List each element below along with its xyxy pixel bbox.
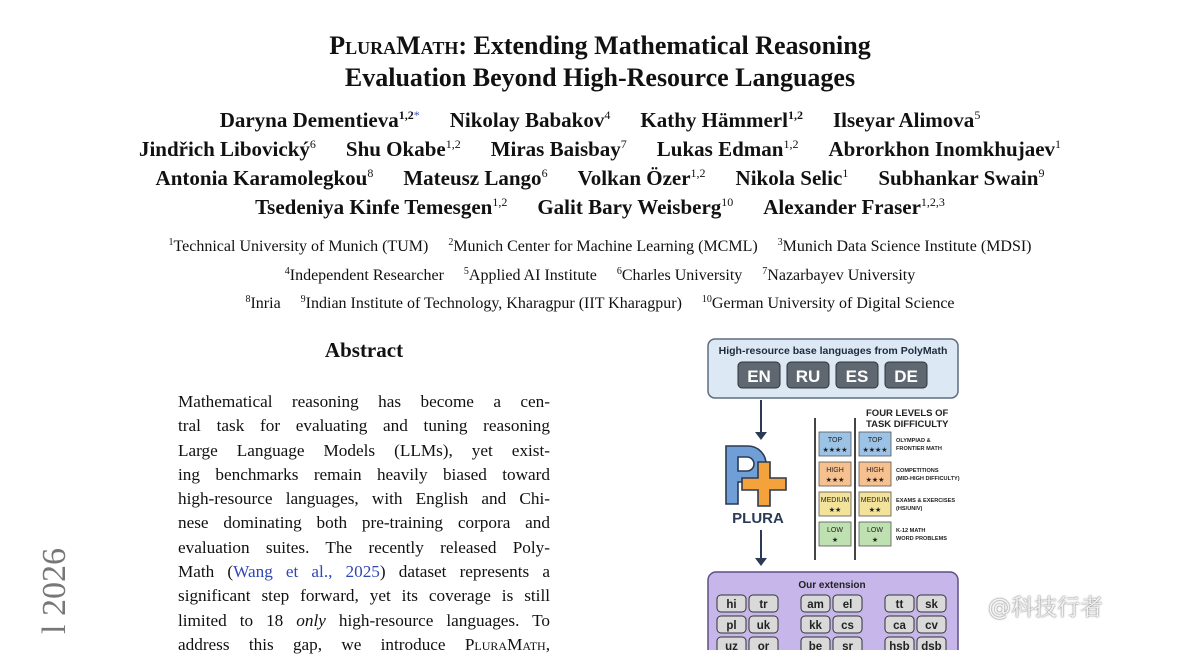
affiliation	[778, 237, 1032, 257]
levels-title-2: TASK DIFFICULTY	[866, 419, 949, 430]
level-badge-stars: ★	[871, 537, 879, 544]
author-name: Lukas Edman	[656, 137, 784, 161]
abstract-line	[178, 609, 550, 633]
affiliation-name: Inria	[250, 295, 281, 312]
author-name: Ilseyar Alimova	[832, 108, 975, 132]
ladder-level-stars: ★★★	[825, 477, 845, 484]
base-language-code: RU	[795, 367, 821, 386]
citation-link[interactable]: Wang et al., 2025	[233, 562, 380, 582]
text: high-resource languages. To	[325, 610, 550, 630]
author	[736, 164, 849, 193]
author	[156, 164, 374, 193]
affiliation-number: 8	[245, 294, 251, 305]
affiliation-name: Technical University of Munich (TUM)	[173, 238, 429, 255]
text: ) dataset represents a	[379, 562, 550, 582]
method-name: PluraMath	[464, 634, 546, 654]
plura-logo-text: PLURA	[732, 510, 784, 527]
affiliation-name: German University of Digital Science	[711, 295, 955, 312]
author-name: Kathy Hämmerl	[640, 108, 788, 132]
paper-title-line-1	[0, 30, 1200, 62]
extension-language-code: cs	[841, 620, 854, 632]
extension-language-code: pl	[726, 620, 737, 632]
extension-language-code: am	[807, 599, 824, 611]
author	[828, 135, 1061, 164]
affiliation	[617, 266, 742, 286]
level-description-2: (HS/UNIV)	[896, 506, 923, 512]
affiliation-name: Applied AI Institute	[468, 267, 597, 284]
affiliation	[448, 237, 757, 257]
abstract-line: evaluation suites. The recently released Poly-	[178, 537, 550, 557]
emphasis: only	[296, 610, 326, 630]
affiliation-number: 3	[777, 237, 783, 248]
text: address this gap, we introduce	[178, 634, 465, 654]
extension-language-code: uz	[725, 641, 738, 650]
author-name: Miras Baisbay	[490, 137, 621, 161]
author-name: Nikola Selic	[735, 166, 843, 190]
ladder-level-stars: ★	[831, 537, 839, 544]
title-rest: : Extending Mathematical Reasoning	[458, 31, 871, 60]
extension-language-code: sr	[842, 641, 853, 650]
author-affiliation-number: 9	[1038, 166, 1045, 180]
arxiv-side-stamp	[35, 548, 80, 648]
author-row-4	[0, 193, 1200, 222]
extension-language-code: hi	[726, 599, 737, 611]
author-affiliation-number: 8	[367, 166, 374, 180]
title-method-name: PluraMath	[329, 31, 459, 60]
author-affiliation-number: 1,2	[787, 108, 803, 122]
corresponding-author-mark[interactable]: *	[413, 108, 420, 122]
flow-arrow-head-1	[755, 432, 767, 440]
extension-language-code: sk	[925, 599, 938, 611]
plura-logo	[726, 446, 786, 527]
base-language-code: EN	[747, 367, 771, 386]
author	[833, 106, 980, 135]
author	[139, 135, 316, 164]
author-name: Abrorkhon Inomkhujaev	[828, 137, 1056, 161]
overview-figure	[700, 334, 970, 650]
abstract-line: ing benchmarks remain heavily biased toward	[178, 464, 550, 484]
level-badge-stars: ★★★	[865, 477, 885, 484]
base-language-code: ES	[845, 367, 869, 386]
level-description-2: FRONTIER MATH	[896, 446, 942, 452]
author	[220, 106, 420, 135]
author-affiliation-number: 10	[721, 195, 734, 209]
author-affiliation-number: 6	[541, 166, 548, 180]
ladder-level-name: HIGH	[826, 467, 844, 474]
level-badge-name: TOP	[867, 437, 883, 444]
affiliation-name: Nazarbayev University	[767, 267, 916, 284]
affiliation-name: Indian Institute of Technology, Kharagpur (IIT Kharagpur)	[305, 295, 682, 312]
abstract-line: nese dominating both pre-training corpora and	[178, 513, 550, 533]
watermark: @科技行者	[988, 595, 1103, 621]
author-name: Tsedeniya Kinfe Temesgen	[255, 195, 493, 219]
affiliation-number: 7	[762, 266, 768, 277]
extension-language-code: kk	[809, 620, 822, 632]
affiliation	[702, 294, 955, 314]
affiliation	[245, 294, 280, 314]
level-description: EXAMS & EXERCISES	[896, 498, 956, 504]
affiliation-number: 5	[463, 266, 469, 277]
author-affiliation-number: 5	[974, 108, 981, 122]
affiliation-number: 6	[616, 266, 622, 277]
author-affiliation-number: 1	[842, 166, 849, 180]
author-affiliation-number: 1,2	[398, 108, 414, 122]
extension-language-code: el	[842, 599, 853, 611]
ladder-level-stars: ★★	[828, 507, 842, 514]
author	[346, 135, 461, 164]
abstract-line: Large Language Models (LLMs), yet exist-	[178, 440, 550, 460]
abstract-heading: Abstract	[324, 338, 404, 362]
levels-title: FOUR LEVELS OF	[866, 408, 949, 419]
abstract-line	[178, 560, 550, 584]
author-affiliation-number: 1,2,3	[920, 195, 945, 209]
author-row-1	[0, 106, 1200, 135]
ladder-level-stars: ★★★★	[822, 447, 848, 454]
author	[403, 164, 547, 193]
level-badge-name: LOW	[867, 527, 883, 534]
affiliation-number: 4	[284, 266, 290, 277]
affiliation-name: Munich Center for Machine Learning (MCML)	[453, 238, 758, 255]
affiliation	[285, 266, 444, 286]
author	[491, 135, 627, 164]
affiliation-number: 9	[300, 294, 306, 305]
abstract-line: significant step forward, yet its coverage is still	[178, 586, 550, 606]
author-affiliation-number: 6	[309, 137, 316, 151]
affiliation-row-2	[0, 266, 1200, 286]
affiliation-number: 10	[701, 294, 712, 305]
extension-title: Our extension	[798, 580, 866, 591]
author-row-2	[0, 135, 1200, 164]
author	[657, 135, 799, 164]
affiliation-name: Charles University	[621, 267, 743, 284]
author-name: Mateusz Lango	[403, 166, 542, 190]
abstract-line: high-resource languages, with English and Chi-	[178, 489, 550, 509]
extension-language-code: uk	[756, 620, 771, 632]
level-description: OLYMPIAD &	[896, 438, 931, 444]
affiliation	[762, 266, 915, 286]
author-affiliation-number: 1,2	[445, 137, 461, 151]
level-badge-stars: ★★	[868, 507, 882, 514]
abstract-line	[178, 633, 550, 657]
author-name: Jindřich Libovický	[138, 137, 310, 161]
level-description-2: (MID-HIGH DIFFICULTY)	[896, 476, 960, 482]
author	[640, 106, 803, 135]
author-name: Subhankar Swain	[878, 166, 1039, 190]
author	[578, 164, 706, 193]
author	[255, 193, 507, 222]
base-language-code: DE	[894, 367, 918, 386]
extension-language-code: or	[757, 641, 770, 650]
author-name: Antonia Karamolegkou	[155, 166, 368, 190]
affiliation-row-3	[0, 294, 1200, 314]
arxiv-stamp-text: l 2026	[35, 548, 73, 634]
author-affiliation-number: 7	[620, 137, 627, 151]
text: limited to 18	[178, 610, 297, 630]
author	[450, 106, 611, 135]
affiliation-number: 1	[168, 237, 174, 248]
level-description-2: WORD PROBLEMS	[896, 536, 947, 542]
author-name: Alexander Fraser	[763, 195, 921, 219]
author-row-3	[0, 164, 1200, 193]
ladder-level-name: MEDIUM	[820, 497, 850, 504]
abstract-body	[178, 390, 550, 657]
author-name: Daryna Dementieva	[219, 108, 399, 132]
extension-language-code: be	[808, 641, 823, 650]
author-affiliation-number: 1	[1055, 137, 1062, 151]
abstract-line: Mathematical reasoning has become a cen-	[178, 392, 550, 411]
text: ,	[545, 634, 550, 654]
affiliation-name: Independent Researcher	[289, 267, 444, 284]
author	[537, 193, 733, 222]
author	[878, 164, 1044, 193]
author-name: Nikolay Babakov	[449, 108, 605, 132]
flow-arrow-head-2	[755, 558, 767, 566]
author-name: Volkan Özer	[577, 166, 691, 190]
affiliation-row-1	[0, 237, 1200, 257]
author-affiliation-number: 1,2	[690, 166, 706, 180]
level-description: COMPETITIONS	[896, 468, 939, 474]
author-name: Galit Bary Weisberg	[537, 195, 722, 219]
extension-language-code: dsb	[921, 641, 942, 650]
author-affiliation-number: 1,2	[783, 137, 799, 151]
level-badge-stars: ★★★★	[862, 447, 888, 454]
level-description: K-12 MATH	[896, 528, 926, 534]
affiliation	[464, 266, 597, 286]
extension-language-code: ca	[893, 620, 906, 632]
extension-language-code: hsb	[889, 641, 910, 650]
extension-language-code: tt	[895, 599, 904, 611]
author	[763, 193, 945, 222]
ladder-level-name: TOP	[827, 437, 843, 444]
level-badge-name: MEDIUM	[860, 497, 890, 504]
text: Math (	[178, 562, 234, 582]
author-name: Shu Okabe	[345, 137, 446, 161]
affiliation-name: Munich Data Science Institute (MDSI)	[782, 238, 1032, 255]
affiliation-number: 2	[448, 237, 454, 248]
affiliation	[301, 294, 682, 314]
ladder-level-name: LOW	[827, 527, 843, 534]
abstract-line: tral task for evaluating and tuning reasoning	[178, 416, 550, 436]
extension-language-code: cv	[925, 620, 938, 632]
affiliation	[169, 237, 429, 257]
paper-title-line-2: Evaluation Beyond High-Resource Languages	[344, 63, 856, 92]
base-languages-title: High-resource base languages from PolyMath	[718, 345, 948, 357]
extension-language-code: tr	[759, 599, 768, 611]
author-affiliation-number: 4	[604, 108, 611, 122]
author-affiliation-number: 1,2	[492, 195, 508, 209]
level-badge-name: HIGH	[866, 467, 884, 474]
